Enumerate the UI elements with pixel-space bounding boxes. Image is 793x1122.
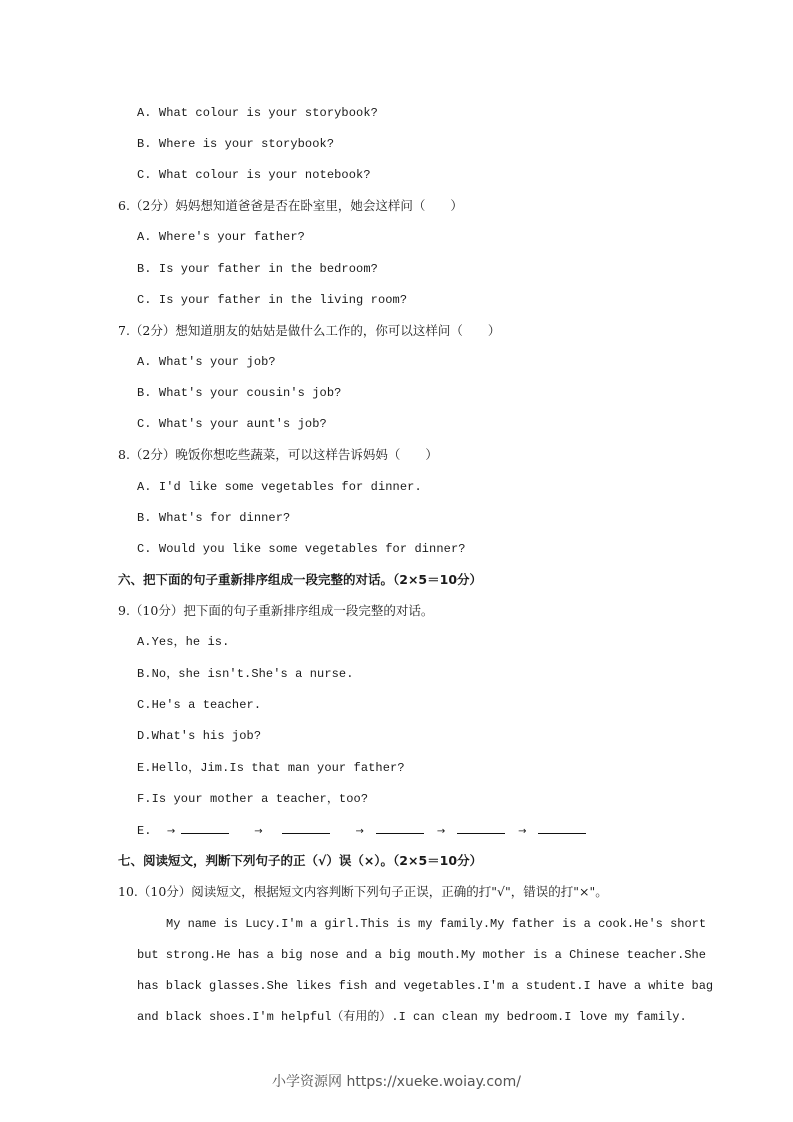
passage-line-1: My name is Lucy.I'm a girl.This is my family.My father is a cook.He's short (166, 917, 707, 931)
q9-sentence-d: D.What's his job? (137, 729, 262, 743)
q9-sentence-e: E.Hello，Jim.Is that man your father? (137, 761, 405, 775)
passage-line-4: and black shoes.I'm helpful（有用的）.I can clean my bedroom.I love my family. (137, 1010, 687, 1024)
q9-sentence-c: C.He's a teacher. (137, 698, 262, 712)
q10-stem: 10.（10分）阅读短文，根据短文内容判断下列句子正误，正确的打"√"，错误的打"×"。 (118, 884, 608, 899)
q7-option-c: C. What's your aunt's job? (137, 417, 327, 431)
q7-option-a: A. What's your job? (137, 355, 276, 369)
answer-start-label: E. (137, 824, 152, 838)
q5-option-a: A. What colour is your storybook? (137, 106, 378, 120)
q6-option-b: B. Is your father in the bedroom? (137, 262, 378, 276)
q6-option-c: C. Is your father in the living room? (137, 293, 408, 307)
answer-blank-4[interactable] (457, 821, 505, 834)
q5-option-c: C. What colour is your notebook? (137, 168, 371, 182)
section-6-heading: 六、把下面的句子重新排序组成一段完整的对话。（2×5＝10分） (118, 572, 483, 587)
q9-sentence-f: F.Is your mother a teacher，too? (137, 792, 369, 806)
arrow-icon: → (254, 826, 263, 837)
q6-option-a: A. Where's your father? (137, 230, 305, 244)
q6-stem: 6.（2分）妈妈想知道爸爸是否在卧室里，她会这样问（ ） (118, 198, 463, 213)
passage-line-3: has black glasses.She likes fish and vegetables.I'm a student.I have a white bag (137, 979, 714, 993)
arrow-icon: → (166, 826, 176, 837)
answer-blank-1[interactable] (181, 821, 229, 834)
arrow-icon: → (355, 826, 365, 837)
q8-option-a: A. I'd like some vegetables for dinner. (137, 480, 422, 494)
q9-sentence-a: A.Yes，he is. (137, 635, 230, 649)
q9-stem: 9.（10分）把下面的句子重新排序组成一段完整的对话。 (118, 603, 434, 618)
q7-stem: 7.（2分）想知道朋友的姑姑是做什么工作的，你可以这样问（ ） (118, 323, 501, 338)
q8-stem: 8.（2分）晚饭你想吃些蔬菜，可以这样告诉妈妈（ ） (118, 447, 438, 462)
q5-option-b: B. Where is your storybook? (137, 137, 335, 151)
q7-option-b: B. What's your cousin's job? (137, 386, 342, 400)
answer-blank-2[interactable] (282, 821, 330, 834)
answer-blank-3[interactable] (376, 821, 424, 834)
q8-option-b: B. What's for dinner? (137, 511, 291, 525)
footer-watermark: 小学资源网 https://xueke.woiay.com/ (272, 1074, 521, 1090)
passage-line-2: but strong.He has a big nose and a big mouth.My mother is a Chinese teacher.She (137, 948, 706, 962)
section-7-heading: 七、阅读短文，判断下列句子的正（√）误（×）。（2×5＝10分） (118, 853, 483, 868)
arrow-icon: → (518, 826, 527, 837)
q9-sentence-b: B.No，she isn't.She's a nurse. (137, 667, 354, 681)
answer-blank-5[interactable] (538, 821, 586, 834)
q8-option-c: C. Would you like some vegetables for dinner? (137, 542, 466, 556)
arrow-icon: → (436, 826, 446, 837)
q9-answer-sequence (137, 821, 592, 840)
